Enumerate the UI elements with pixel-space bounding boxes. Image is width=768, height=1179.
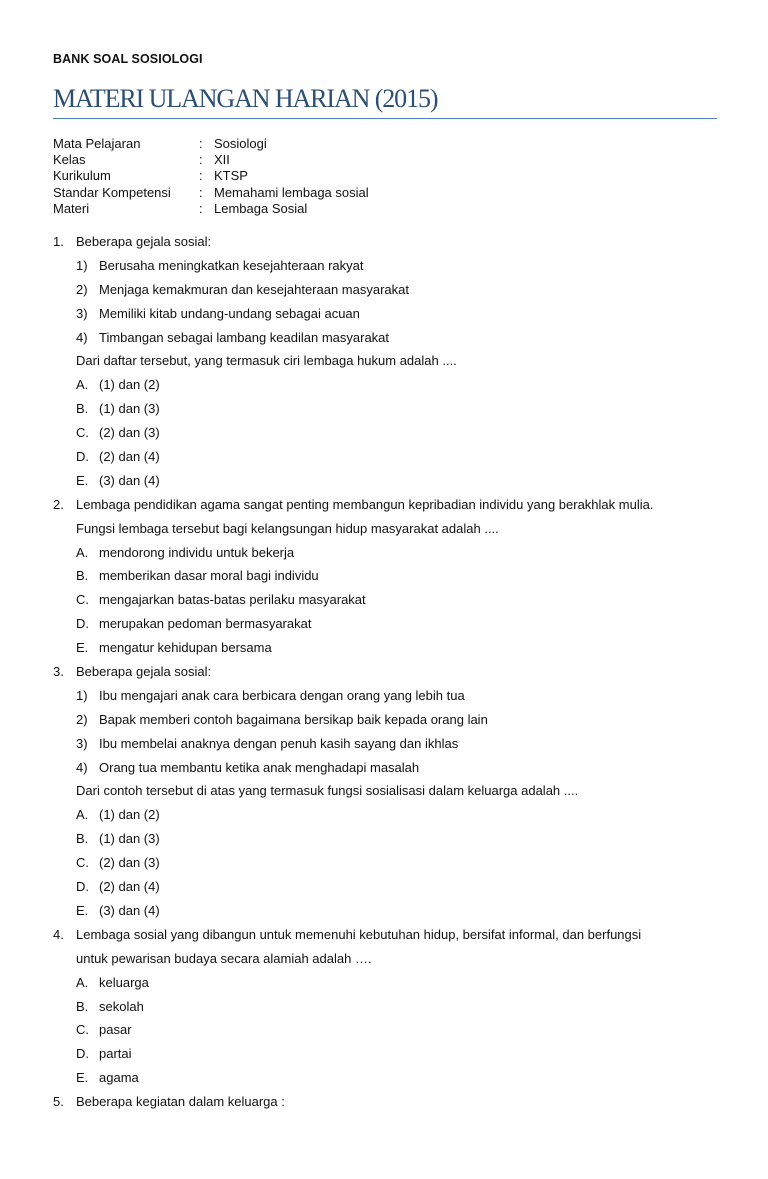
- option-text: sekolah: [99, 998, 144, 1014]
- answer-option: [53, 373, 717, 397]
- prompt-text: Dari daftar tersebut, yang termasuk ciri lembaga hukum adalah ....: [76, 353, 457, 369]
- option-text: pasar: [99, 1022, 132, 1038]
- option-label: E.: [76, 640, 89, 656]
- meta-label: Standar Kompetensi: [53, 184, 171, 200]
- option-text: (3) dan (4): [99, 902, 160, 918]
- meta-value: Sosiologi: [214, 136, 267, 151]
- meta-row: [53, 168, 369, 184]
- item-label: 3): [76, 305, 88, 321]
- question-text: Lembaga sosial yang dibangun untuk memenuhi kebutuhan hidup, bersifat informal, dan berfungsi: [76, 926, 642, 942]
- answer-option: [53, 445, 717, 469]
- question-text: Beberapa gejala sosial:: [76, 234, 212, 249]
- answer-option: [53, 827, 717, 851]
- question-stem: [53, 923, 717, 947]
- item-text: Orang tua membantu ketika anak menghadapi masalah: [99, 759, 420, 775]
- option-text: keluarga: [99, 974, 149, 990]
- option-label: E.: [76, 1070, 89, 1086]
- answer-option: [53, 1018, 717, 1042]
- option-text: (1) dan (3): [99, 401, 160, 417]
- option-label: C.: [76, 1022, 89, 1038]
- statement-item: [53, 278, 717, 302]
- meta-label: Mata Pelajaran: [53, 136, 141, 151]
- statement-item: [53, 708, 717, 732]
- question-stem-continued: [53, 947, 717, 971]
- option-text: (2) dan (4): [99, 449, 160, 465]
- question-number: 1.: [53, 234, 64, 249]
- option-label: B.: [76, 998, 89, 1014]
- answer-option: [53, 421, 717, 445]
- question-5: [53, 1090, 717, 1114]
- question-text: untuk pewarisan budaya secara alamiah adalah ….: [76, 950, 372, 966]
- answer-option: [53, 1066, 717, 1090]
- meta-value: KTSP: [214, 168, 248, 184]
- meta-colon: :: [199, 152, 203, 168]
- answer-option: [53, 851, 717, 875]
- bank-label: BANK SOAL SOSIOLOGI: [53, 52, 203, 66]
- item-text: Berusaha meningkatkan kesejahteraan rakyat: [99, 257, 364, 273]
- question-stem: [53, 493, 717, 517]
- question-3: [53, 660, 717, 923]
- option-text: (2) dan (3): [99, 425, 160, 441]
- meta-row: [53, 136, 369, 152]
- question-stem: [53, 660, 717, 684]
- option-label: E.: [76, 902, 89, 918]
- meta-value: Memahami lembaga sosial: [214, 184, 369, 200]
- item-label: 4): [76, 329, 88, 345]
- option-text: (3) dan (4): [99, 472, 160, 488]
- item-text: Menjaga kemakmuran dan kesejahteraan masyarakat: [99, 281, 410, 297]
- answer-option: [53, 588, 717, 612]
- option-label: B.: [76, 568, 89, 584]
- page-title: MATERI ULANGAN HARIAN (2015): [53, 84, 438, 113]
- title-divider: [53, 118, 717, 119]
- question-text: Fungsi lembaga tersebut bagi kelangsungan hidup masyarakat adalah ....: [76, 520, 499, 536]
- question-stem: [53, 1090, 717, 1114]
- option-label: E.: [76, 472, 89, 488]
- item-text: Timbangan sebagai lambang keadilan masyarakat: [99, 329, 390, 345]
- meta-colon: :: [199, 168, 203, 184]
- option-text: (2) dan (4): [99, 879, 160, 895]
- answer-option: [53, 564, 717, 588]
- question-number: 2.: [53, 496, 64, 512]
- option-text: memberikan dasar moral bagi individu: [99, 568, 319, 584]
- meta-colon: :: [199, 200, 203, 216]
- option-text: (1) dan (2): [99, 807, 160, 823]
- question-2: [53, 493, 717, 660]
- option-text: agama: [99, 1070, 139, 1086]
- meta-row: [53, 185, 369, 201]
- meta-value: XII: [214, 152, 230, 168]
- option-label: B.: [76, 831, 89, 847]
- meta-label: Kurikulum: [53, 168, 111, 184]
- answer-option: [53, 636, 717, 660]
- option-label: A.: [76, 974, 89, 990]
- item-text: Memiliki kitab undang-undang sebagai acuan: [99, 305, 360, 321]
- option-label: D.: [76, 1046, 89, 1062]
- question-number: 5.: [53, 1094, 64, 1110]
- answer-option: [53, 612, 717, 636]
- item-label: 2): [76, 711, 88, 727]
- option-text: mendorong individu untuk bekerja: [99, 544, 295, 560]
- answer-option: [53, 1042, 717, 1066]
- option-label: C.: [76, 425, 89, 441]
- option-text: mengatur kehidupan bersama: [99, 640, 272, 656]
- option-label: C.: [76, 592, 89, 608]
- question-number: 3.: [53, 664, 64, 680]
- question-list: [53, 230, 717, 1114]
- question-stem: [53, 230, 717, 254]
- option-text: (1) dan (2): [99, 377, 160, 393]
- option-text: mengajarkan batas-batas perilaku masyarakat: [99, 592, 366, 608]
- option-text: (2) dan (3): [99, 855, 160, 871]
- prompt-text: Dari contoh tersebut di atas yang termasuk fungsi sosialisasi dalam keluarga adalah ....: [76, 783, 579, 799]
- question-stem-continued: [53, 517, 717, 541]
- item-label: 2): [76, 281, 88, 297]
- question-prompt: [53, 779, 717, 803]
- statement-item: [53, 326, 717, 350]
- item-label: 1): [76, 257, 88, 273]
- answer-option: [53, 995, 717, 1019]
- answer-option: [53, 875, 717, 899]
- option-label: A.: [76, 377, 89, 393]
- option-label: A.: [76, 807, 89, 823]
- answer-option: [53, 803, 717, 827]
- option-label: A.: [76, 544, 89, 560]
- answer-option: [53, 899, 717, 923]
- item-label: 3): [76, 735, 88, 751]
- statement-item: [53, 732, 717, 756]
- option-label: D.: [76, 616, 89, 632]
- item-label: 4): [76, 759, 88, 775]
- meta-label: Kelas: [53, 152, 86, 168]
- option-text: partai: [99, 1046, 132, 1062]
- question-1: [53, 230, 717, 493]
- option-text: (1) dan (3): [99, 831, 160, 847]
- meta-row: [53, 152, 369, 168]
- meta-colon: :: [199, 184, 203, 200]
- question-text: Lembaga pendidikan agama sangat penting membangun kepribadian individu yang berakhlak mulia.: [76, 496, 654, 512]
- meta-table: [53, 136, 369, 217]
- statement-item: [53, 684, 717, 708]
- question-number: 4.: [53, 926, 64, 942]
- item-label: 1): [76, 687, 88, 703]
- meta-value: Lembaga Sosial: [214, 200, 308, 216]
- meta-colon: :: [199, 136, 203, 151]
- statement-item: [53, 302, 717, 326]
- question-prompt: [53, 349, 717, 373]
- answer-option: [53, 469, 717, 493]
- option-label: C.: [76, 855, 89, 871]
- meta-row: [53, 201, 369, 217]
- question-text: Beberapa gejala sosial:: [76, 664, 212, 680]
- answer-option: [53, 971, 717, 995]
- item-text: Ibu mengajari anak cara berbicara dengan orang yang lebih tua: [99, 687, 465, 703]
- statement-item: [53, 756, 717, 780]
- option-label: B.: [76, 401, 89, 417]
- option-label: D.: [76, 879, 89, 895]
- option-label: D.: [76, 449, 89, 465]
- option-text: merupakan pedoman bermasyarakat: [99, 616, 312, 632]
- question-4: [53, 923, 717, 1090]
- answer-option: [53, 397, 717, 421]
- item-text: Bapak memberi contoh bagaimana bersikap baik kepada orang lain: [99, 711, 488, 727]
- question-text: Beberapa kegiatan dalam keluarga :: [76, 1094, 285, 1110]
- meta-label: Materi: [53, 200, 90, 216]
- answer-option: [53, 541, 717, 565]
- statement-item: [53, 254, 717, 278]
- item-text: Ibu membelai anaknya dengan penuh kasih sayang dan ikhlas: [99, 735, 459, 751]
